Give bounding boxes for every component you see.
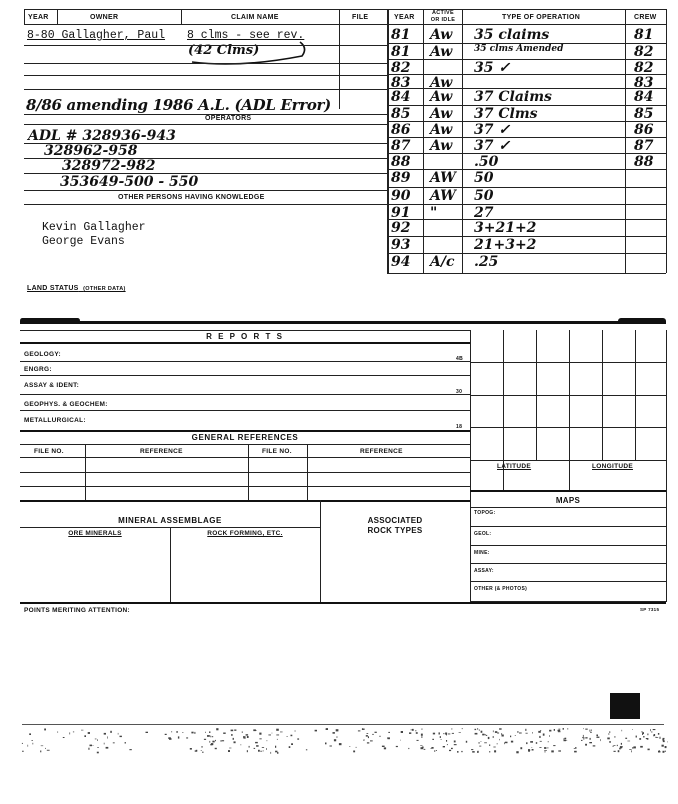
activity-crew: 87 [634,138,654,154]
activity-crew: 88 [634,154,654,170]
activity-crew: 81 [634,27,654,43]
activity-year: 93 [391,237,411,253]
maps-geol: GEOL: [474,531,492,537]
activity-status: AW [430,170,456,186]
maps-title: MAPS [555,496,581,505]
reports-metallurgical-num: 18 [456,424,463,430]
scan-smudge-left [20,318,80,323]
longitude-label: LONGITUDE [592,463,633,470]
owner-header: OWNER [90,14,119,21]
active-header: ACTIVE OR IDLE [430,10,456,23]
person-1: Kevin Gallagher [42,221,146,234]
rock-forming-label: ROCK FORMING, ETC. [207,530,283,537]
activity-operation: 3+21+2 [474,220,537,236]
claim-name-header: CLAIM NAME [231,14,279,21]
reports-metallurgical: METALLURGICAL: [24,417,86,424]
activity-status: Aw [430,106,453,122]
adl-number-1: ADL # 328936-943 [28,128,176,144]
activity-year: 81 [391,44,411,60]
activity-operation: 35 clms Amended [474,44,564,54]
ref-col-ref1: REFERENCE [140,448,183,455]
activity-year: 94 [391,254,411,270]
amendment-note: 8/86 amending 1986 A.L. (ADL Error) [26,96,331,114]
activity-operation: 35 ✓ [474,60,511,76]
ref-col-file2: FILE NO. [262,448,292,455]
activity-crew: 85 [634,106,654,122]
activity-crew: 84 [634,89,654,105]
claims-handwritten: (42 Clms) [188,43,260,58]
crew-header: CREW [634,14,657,21]
activity-status: AW [430,188,456,204]
ref-col-ref2: REFERENCE [360,448,403,455]
activity-year: 83 [391,75,411,91]
reports-geology-num: 4B [456,356,463,362]
adl-number-3: 328972-982 [62,158,156,174]
activity-operation: .50 [474,154,499,170]
activity-year: 90 [391,188,411,204]
activity-crew: 83 [634,75,654,91]
activity-year: 82 [391,60,411,76]
activity-operation: 50 [474,170,494,186]
latitude-label: LATITUDE [497,463,532,470]
activity-year: 91 [391,205,411,221]
file-header: FILE [352,14,369,21]
year2-header: YEAR [394,14,415,21]
activity-operation: 37 ✓ [474,138,511,154]
type-of-operation-header: TYPE OF OPERATION [502,14,581,21]
maps-other: OTHER (& PHOTOS) [474,586,528,592]
scan-blot [610,693,640,719]
points-meriting-attention: POINTS MERITING ATTENTION: [24,607,131,614]
activity-year: 86 [391,122,411,138]
activity-crew: 86 [634,122,654,138]
reports-geophys: GEOPHYS. & GEOCHEM: [24,401,108,408]
activity-year: 89 [391,170,411,186]
activity-status: Aw [430,44,453,60]
activity-year: 81 [391,27,411,43]
associated-rock-types: ASSOCIATED ROCK TYPES [367,516,423,535]
reports-title: R E P O R T S [206,332,284,341]
maps-assay: ASSAY: [474,568,494,574]
scan-smudge-right [618,318,666,324]
activity-status: Aw [430,89,453,105]
activity-status: Aw [430,138,453,154]
other-persons-label: OTHER PERSONS HAVING KNOWLEDGE [118,194,265,201]
adl-number-4: 353649-500 - 550 [60,174,199,190]
form-number: SP 7315 [640,607,660,612]
activity-operation: 27 [474,205,494,221]
activity-operation: 37 ✓ [474,122,511,138]
reports-assay: ASSAY & IDENT: [24,382,80,389]
activity-year: 92 [391,220,411,236]
maps-mine: MINE: [474,550,490,556]
activity-operation: 21+3+2 [474,237,537,253]
owner-entry: 8-80 Gallagher, Paul [27,29,166,42]
reports-assay-num: 30 [456,389,463,395]
year-header: YEAR [28,14,49,21]
activity-status: A/c [430,254,455,270]
activity-operation: .25 [474,254,499,270]
activity-status: Aw [430,75,453,91]
activity-crew: 82 [634,60,654,76]
scan-noise-band [20,726,668,756]
activity-status: " [430,205,438,221]
activity-operation: 50 [474,188,494,204]
maps-topog: TOPOG: [474,510,496,516]
reports-geology: GEOLOGY: [24,351,61,358]
claims-typed: 8 clms - see rev. [187,29,305,42]
ore-minerals-label: ORE MINERALS [68,530,122,537]
activity-status: Aw [430,122,453,138]
land-status-label: LAND STATUS (OTHER DATA) [27,285,126,292]
operators-label: OPERATORS [205,115,252,122]
ref-col-file1: FILE NO. [34,448,64,455]
activity-year: 85 [391,106,411,122]
mineral-assemblage-title: MINERAL ASSEMBLAGE [118,516,222,525]
activity-operation: 37 Clms [474,106,538,122]
activity-year: 88 [391,154,411,170]
activity-status: Aw [430,27,453,43]
activity-operation: 35 claims [474,27,550,43]
reports-engrg: ENGRG: [24,366,52,373]
activity-operation: 37 Claims [474,89,552,105]
general-references-title: GENERAL REFERENCES [191,433,299,442]
activity-year: 87 [391,138,411,154]
activity-crew: 82 [634,44,654,60]
adl-number-2: 328962-958 [44,143,138,159]
person-2: George Evans [42,235,125,248]
activity-year: 84 [391,89,411,105]
